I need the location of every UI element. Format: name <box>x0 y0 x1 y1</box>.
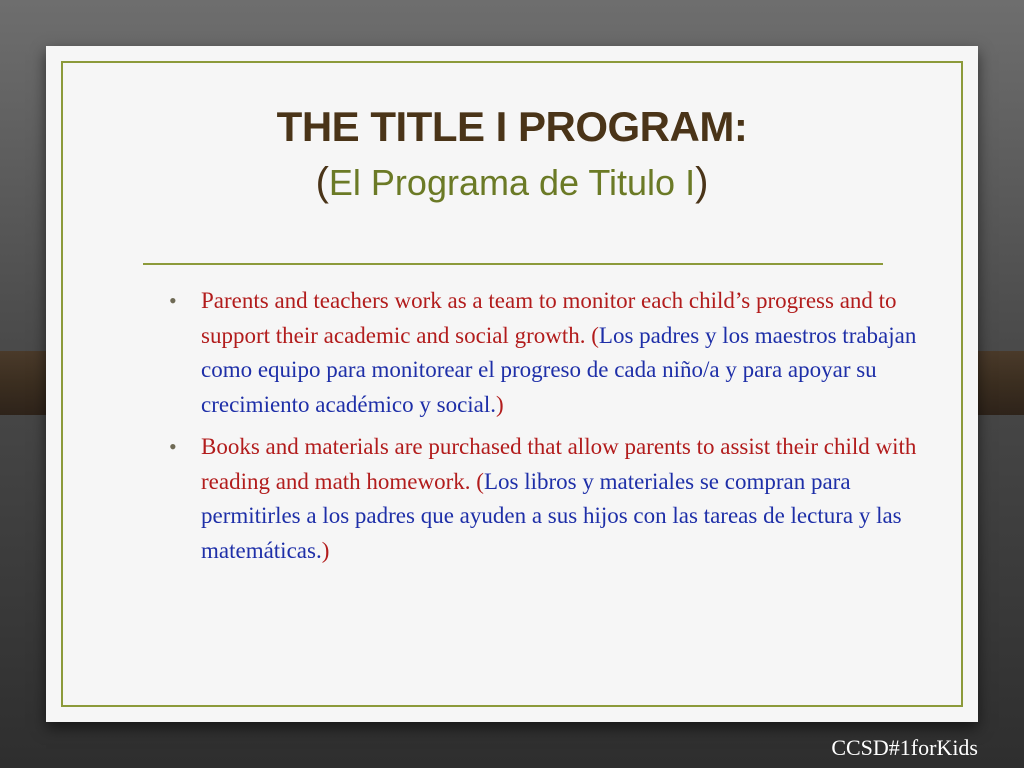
bullet-marker: • <box>169 434 177 459</box>
bullet-english-text: Parents and teachers work as a team to monitor each child’s progress and to support their academic and social growth. <box>201 288 897 348</box>
subtitle-open-paren: ( <box>315 160 329 204</box>
bullet-spanish-close-paren: ) <box>496 391 504 417</box>
bullet-spanish-open-paren: ( <box>591 322 599 348</box>
bullet-spanish-text: Los libros y materiales se compran para permitirles a los padres que ayuden a sus hijos con las tareas de lectura y las matemáticas. <box>201 468 902 563</box>
bullet-item <box>169 284 918 422</box>
bullet-spanish-close-paren: ) <box>321 537 330 563</box>
bullet-english-text: Books and materials are purchased that allow parents to assist their child with reading and math homework. <box>201 434 917 494</box>
bullet-list <box>46 284 978 568</box>
bullet-marker: • <box>169 288 177 313</box>
title-divider <box>143 263 883 265</box>
slide-card <box>46 46 978 722</box>
slide-title: THE TITLE I PROGRAM: <box>276 103 748 150</box>
bullet-item <box>169 430 918 568</box>
bullet-spanish-open-paren: ( <box>476 468 484 494</box>
footer-hashtag: CCSD#1forKids <box>831 735 978 760</box>
bullet-spanish-text: Los padres y los maestros trabajan como equipo para monitorear el progreso de cada niño/a y para apoyar su crecimiento académico y social. <box>201 322 917 417</box>
subtitle-close-paren: ) <box>695 160 709 204</box>
subtitle-text: El Programa de Titulo I <box>328 162 696 203</box>
slide-subtitle <box>46 158 978 207</box>
